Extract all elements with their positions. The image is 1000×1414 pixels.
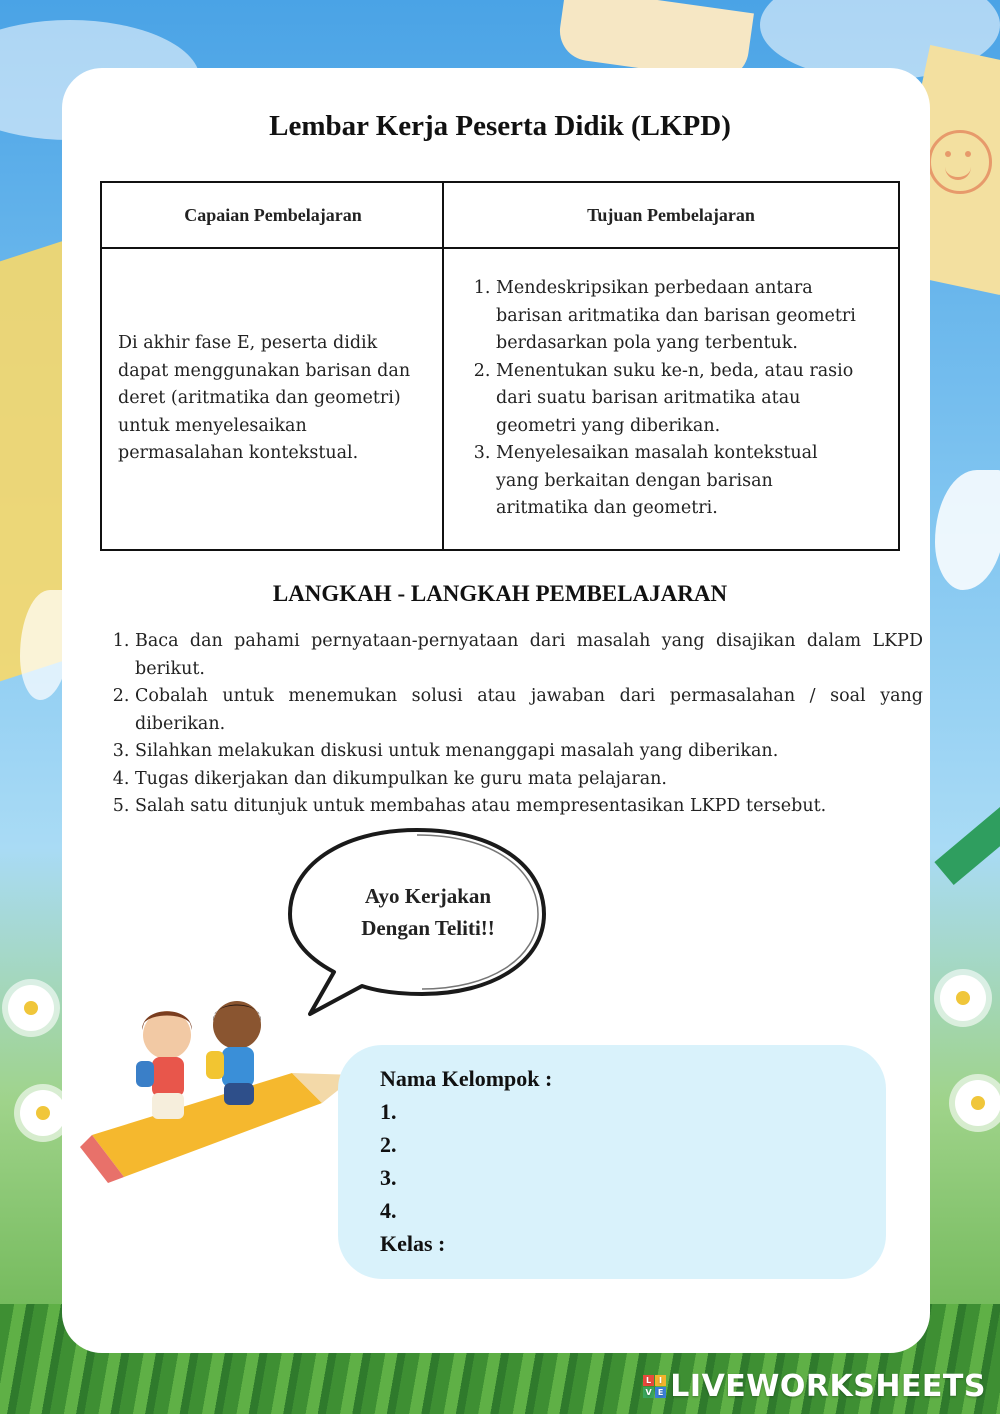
liveworksheets-logo-icon: L I V E <box>643 1375 666 1398</box>
class-label[interactable]: Kelas : <box>380 1231 446 1256</box>
bubble-line-1: Ayo Kerjakan <box>364 884 492 908</box>
liveworksheets-branding[interactable] <box>643 1369 986 1404</box>
page-title: Lembar Kerja Peserta Didik (LKPD) <box>269 110 731 142</box>
liveworksheets-name: LIVEWORKSHEETS <box>670 1369 986 1404</box>
steps-list <box>115 628 923 821</box>
step-item: 3. Silahkan melakukan diskusi untuk menanggapi masalah yang diberikan. <box>135 738 923 766</box>
steps-title: LANGKAH - LANGKAH PEMBELAJARAN <box>272 581 728 606</box>
bubble-line-2: Dengan Teliti!! <box>361 916 495 940</box>
header-capaian: Capaian Pembelajaran <box>101 182 443 248</box>
step-item: 2. Cobalah untuk menemukan solusi atau jawaban dari permasalahan / soal yang diberikan. <box>135 683 923 738</box>
tujuan-cell <box>443 248 899 550</box>
step-item: 5. Salah satu ditunjuk untuk membahas atau mempresentasikan LKPD tersebut. <box>135 793 923 821</box>
tujuan-list <box>474 275 858 523</box>
member-line[interactable]: 4. <box>380 1198 397 1223</box>
member-line[interactable]: 2. <box>380 1132 397 1157</box>
bubble-text <box>300 880 556 944</box>
green-pencil-decoration <box>934 785 1000 885</box>
flower-decoration <box>8 985 54 1031</box>
pencil-icon <box>80 1073 357 1183</box>
header-tujuan: Tujuan Pembelajaran <box>443 182 899 248</box>
tujuan-item: 3. Menyelesaikan masalah kontekstual yang berkaitan dengan barisan aritmatika dan geometri. <box>496 440 858 523</box>
flower-decoration <box>940 975 986 1021</box>
dove-decoration <box>935 470 1000 590</box>
learning-table <box>100 181 900 551</box>
member-line[interactable]: 1. <box>380 1099 397 1124</box>
member-line[interactable]: 3. <box>380 1165 397 1190</box>
girl-figure <box>136 1011 192 1119</box>
tujuan-item: 1. Mendeskripsikan perbedaan antara barisan aritmatika dan barisan geometri berdasarkan pola yang terbentuk. <box>496 275 858 358</box>
tujuan-item: 2. Menentukan suku ke-n, beda, atau rasio dari suatu barisan aritmatika atau geometri yang diberikan. <box>496 358 858 441</box>
step-item: 4. Tugas dikerjakan dan dikumpulkan ke guru mata pelajaran. <box>135 766 923 794</box>
boy-figure <box>206 1001 261 1105</box>
capaian-text: Di akhir fase E, peserta didik dapat menggunakan barisan dan deret (aritmatika dan geometri) untuk menyelesaikan permasalahan kontekstual. <box>101 248 443 550</box>
kids-on-pencil-illustration <box>72 985 372 1195</box>
flower-decoration <box>955 1080 1000 1126</box>
step-item: 1. Baca dan pahami pernyataan-pernyataan dari masalah yang disajikan dalam LKPD berikut. <box>135 628 923 683</box>
group-info <box>380 1062 552 1260</box>
group-label: Nama Kelompok : <box>380 1066 553 1091</box>
flower-decoration <box>20 1090 66 1136</box>
